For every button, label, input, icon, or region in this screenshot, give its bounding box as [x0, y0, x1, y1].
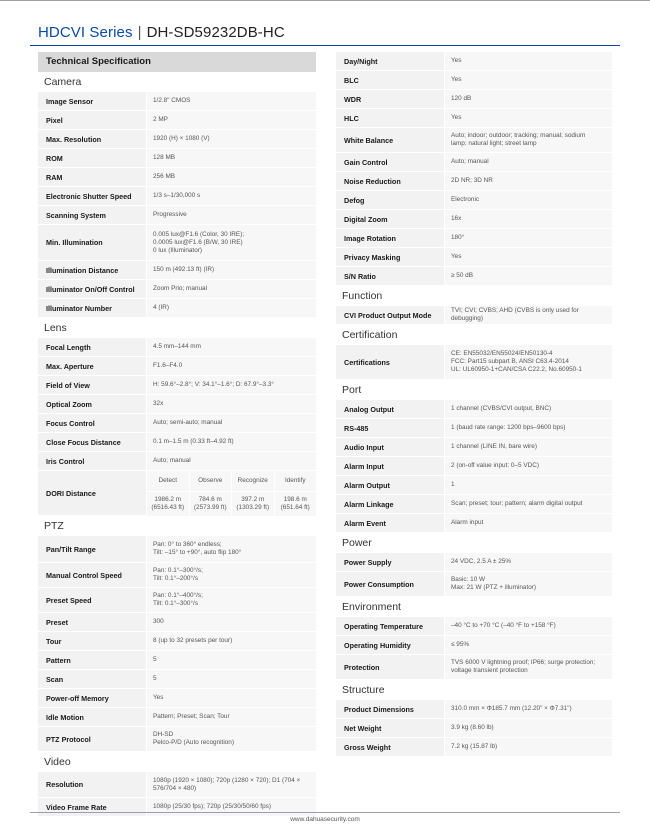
dori-value-observe: 784.6 m (2573.99 ft) — [189, 492, 232, 516]
spec-value: Pan: 0° to 360° endless; Tilt: –15° to +90°, auto flip 180° — [146, 536, 316, 562]
spec-label: RAM — [46, 172, 63, 182]
spec-row-protection — [336, 655, 612, 680]
spec-row-close-focus-distance — [38, 433, 316, 452]
spec-label: Max. Resolution — [46, 134, 102, 144]
spec-row-image-sensor — [38, 92, 316, 111]
spec-row-preset-speed — [38, 588, 316, 613]
spec-value: Alarm input — [444, 514, 612, 532]
spec-value: 2 MP — [146, 111, 316, 129]
spec-row-focal-length — [38, 338, 316, 357]
dori-header-detect: Detect — [147, 471, 189, 492]
spec-label: WDR — [344, 94, 362, 104]
spec-label: Protection — [344, 662, 380, 672]
spec-value: Progressive — [146, 206, 316, 224]
spec-row-max-resolution — [38, 130, 316, 149]
spec-label: Gain Control — [344, 157, 388, 167]
spec-value: Yes — [444, 248, 612, 266]
spec-value: Auto; semi-auto; manual — [146, 414, 316, 432]
spec-value: 2 (on-off value input: 0–5 VDC) — [444, 457, 612, 475]
spec-label: Digital Zoom — [344, 214, 388, 224]
spec-row-rs-485 — [336, 419, 612, 438]
spec-value: 8 (up to 32 presets per tour) — [146, 632, 316, 650]
spec-value: 180° — [444, 229, 612, 247]
spec-value: Zoom Prio; manual — [146, 280, 316, 298]
spec-value: 3.9 kg (8.60 lb) — [444, 719, 612, 737]
spec-label: Preset Speed — [46, 595, 92, 605]
spec-value: H: 59.6°–2.8°; V: 34.1°–1.6°; D: 67.9°–3.3° — [146, 376, 316, 394]
spec-label: BLC — [344, 75, 359, 85]
spec-label: DORI Distance — [46, 488, 96, 498]
spec-value: 0.005 lux@F1.6 (Color, 30 IRE); 0.0005 lux@F1.6 (B/W, 30 IRE) 0 lux (Illuminator) — [146, 225, 316, 260]
spec-row-power-consumption — [336, 572, 612, 597]
spec-row-operating-humidity — [336, 636, 612, 655]
spec-label: Product Dimensions — [344, 704, 414, 714]
spec-value: DH-SD Pelco-P/D (Auto recognition) — [146, 727, 316, 751]
section-title-environment: Environment — [342, 601, 401, 613]
spec-label: Illuminator Number — [46, 303, 112, 313]
spec-label: Image Rotation — [344, 233, 396, 243]
spec-row-digital-zoom — [336, 210, 612, 229]
spec-row-pattern — [38, 651, 316, 670]
spec-value: TVI; CVI; CVBS; AHD (CVBS is only used for debugging) — [444, 306, 612, 324]
spec-label: Alarm Output — [344, 480, 390, 490]
spec-label: Close Focus Distance — [46, 437, 121, 447]
spec-value: –40 °C to +70 °C (–40 °F to +158 °F) — [444, 617, 612, 635]
spec-label: Optical Zoom — [46, 399, 92, 409]
spec-row-pan-tilt-range — [38, 536, 316, 563]
spec-row-illuminator-number — [38, 299, 316, 318]
document-title — [38, 24, 285, 41]
spec-value: 32x — [146, 395, 316, 413]
section-title-power: Power — [342, 537, 372, 549]
section-title-certification: Certification — [342, 329, 398, 341]
spec-value: 1080p (1920 × 1080); 720p (1280 × 720); D1 (704 × 576/704 × 480) — [146, 772, 316, 797]
spec-value: 1 (baud rate range: 1200 bps–9600 bps) — [444, 419, 612, 437]
spec-label: Min. Illumination — [46, 238, 103, 247]
spec-value: ≤ 95% — [444, 636, 612, 654]
spec-value: CE: EN55032/EN55024/EN50130-4 FCC: Part15 subpart B, ANSI C63.4-2014 UL: UL60950-1+CAN/CSA C22.2, No.60950-1 — [444, 345, 612, 379]
spec-label: Illumination Distance — [46, 265, 119, 275]
spec-label: Operating Humidity — [344, 640, 411, 650]
section-title-lens: Lens — [44, 322, 67, 334]
spec-value: Scan; preset; tour; pattern; alarm digital output — [444, 495, 612, 513]
spec-label: Operating Temperature — [344, 621, 423, 631]
spec-label: S/N Ratio — [344, 271, 376, 281]
spec-label: Preset — [46, 617, 68, 627]
spec-value: 1/2.8" CMOS — [146, 92, 316, 110]
spec-value: Yes — [444, 71, 612, 89]
spec-row-dori-distance — [38, 471, 316, 516]
dori-value-detect: 1986.2 m (6516.43 ft) — [147, 492, 189, 516]
spec-label: Idle Motion — [46, 712, 84, 722]
spec-label: Noise Reduction — [344, 176, 401, 186]
spec-row-power-off-memory — [38, 689, 316, 708]
spec-row-optical-zoom — [38, 395, 316, 414]
spec-value: 128 MB — [146, 149, 316, 167]
spec-row-idle-motion — [38, 708, 316, 727]
spec-row-product-dimensions — [336, 700, 612, 719]
spec-row-alarm-event — [336, 514, 612, 533]
dori-table — [146, 471, 316, 515]
spec-value: Pattern; Preset; Scan; Tour — [146, 708, 316, 726]
spec-label: Max. Aperture — [46, 361, 94, 371]
spec-value: 2D NR; 3D NR — [444, 172, 612, 190]
spec-value: Auto; manual — [444, 153, 612, 171]
spec-row-power-supply — [336, 553, 612, 572]
spec-label: Illuminator On/Off Control — [46, 284, 135, 294]
spec-row-image-rotation — [336, 229, 612, 248]
dori-value-recognize: 397.2 m (1303.29 ft) — [231, 492, 274, 516]
section-title-function: Function — [342, 290, 383, 302]
footer-divider — [30, 812, 620, 813]
spec-row-certifications — [336, 345, 612, 380]
spec-value: 1 — [444, 476, 612, 494]
spec-row-alarm-output — [336, 476, 612, 495]
spec-row-electronic-shutter-speed — [38, 187, 316, 206]
spec-column-left — [38, 52, 316, 817]
spec-row-audio-input — [336, 438, 612, 457]
spec-value: 256 MB — [146, 168, 316, 186]
dori-header-identify: Identify — [274, 471, 317, 492]
spec-row-min-illumination — [38, 225, 316, 261]
spec-row-scanning-system — [38, 206, 316, 225]
spec-label: Resolution — [46, 780, 84, 789]
spec-value: Yes — [444, 52, 612, 70]
spec-value: Basic: 10 W Max: 21 W (PTZ + illuminator) — [444, 572, 612, 596]
spec-value: ≥ 50 dB — [444, 267, 612, 285]
spec-label: ROM — [46, 153, 63, 163]
spec-label: Focus Control — [46, 418, 95, 428]
spec-value: TVS 6000 V lightning proof; IP66; surge protection; voltage transient protection — [444, 655, 612, 679]
spec-label: Field of View — [46, 380, 90, 390]
spec-row-gain-control — [336, 153, 612, 172]
spec-value: 4 (IR) — [146, 299, 316, 317]
spec-banner: Technical Specification — [38, 52, 316, 72]
spec-value: 7.2 kg (15.87 lb) — [444, 738, 612, 756]
spec-label: Scanning System — [46, 210, 106, 220]
spec-label: Electronic Shutter Speed — [46, 191, 132, 201]
spec-value: 4.5 mm–144 mm — [146, 338, 316, 356]
spec-value: 1 channel (CVBS/CVI output, BNC) — [444, 400, 612, 418]
spec-value: 310.0 mm × Φ185.7 mm (12.20" × Φ7.31") — [444, 700, 612, 718]
spec-value: Pan: 0.1°–400°/s; Tilt: 0.1°–300°/s — [146, 588, 316, 612]
spec-label: HLC — [344, 113, 359, 123]
spec-value: 16x — [444, 210, 612, 228]
spec-value: Yes — [146, 689, 316, 707]
spec-value: 5 — [146, 670, 316, 688]
spec-row-operating-temperature — [336, 617, 612, 636]
section-title-structure: Structure — [342, 684, 385, 696]
spec-row-wdr — [336, 90, 612, 109]
spec-label: Focal Length — [46, 342, 91, 352]
spec-row-alarm-input — [336, 457, 612, 476]
spec-row-video-frame-rate — [38, 798, 316, 817]
spec-row-illumination-distance — [38, 261, 316, 280]
title-separator: | — [137, 24, 142, 41]
spec-value: F1.6–F4.0 — [146, 357, 316, 375]
spec-row-focus-control — [38, 414, 316, 433]
spec-value: 1 channel (LINE IN, bare wire) — [444, 438, 612, 456]
spec-row-field-of-view — [38, 376, 316, 395]
spec-label: Video Frame Rate — [46, 802, 107, 812]
spec-row-ram — [38, 168, 316, 187]
spec-label: Power-off Memory — [46, 693, 109, 703]
spec-row-pixel — [38, 111, 316, 130]
spec-label: Certifications — [344, 357, 390, 367]
spec-row-illuminator-on-off-control — [38, 280, 316, 299]
spec-value: Auto; manual — [146, 452, 316, 470]
footer-url: www.dahuasecurity.com — [290, 816, 360, 823]
spec-row-s-n-ratio — [336, 267, 612, 286]
spec-label: Day/Night — [344, 56, 378, 66]
spec-row-rom — [38, 149, 316, 168]
spec-label: Net Weight — [344, 723, 382, 733]
spec-value: 5 — [146, 651, 316, 669]
section-title-camera: Camera — [44, 76, 82, 88]
spec-label: Tour — [46, 636, 62, 646]
spec-value: 1080p (25/30 fps); 720p (25/30/50/60 fps) — [146, 798, 316, 816]
spec-row-gross-weight — [336, 738, 612, 757]
spec-label: PTZ Protocol — [46, 734, 91, 744]
spec-row-privacy-masking — [336, 248, 612, 267]
spec-row-blc — [336, 71, 612, 90]
spec-label: Scan — [46, 674, 64, 684]
spec-label: Pixel — [46, 115, 63, 125]
spec-value: 120 dB — [444, 90, 612, 108]
spec-label: CVI Product Output Mode — [344, 310, 432, 320]
spec-row-max-aperture — [38, 357, 316, 376]
section-title-video: Video — [44, 756, 71, 768]
spec-value: 300 — [146, 613, 316, 631]
spec-label: Pattern — [46, 655, 71, 665]
spec-value: 1920 (H) × 1080 (V) — [146, 130, 316, 148]
spec-row-cvi-product-output-mode — [336, 306, 612, 325]
spec-label: Audio Input — [344, 442, 384, 452]
spec-row-defog — [336, 191, 612, 210]
spec-row-alarm-linkage — [336, 495, 612, 514]
spec-label: Gross Weight — [344, 742, 391, 752]
spec-label: White Balance — [344, 135, 394, 145]
spec-label: Alarm Linkage — [344, 499, 394, 509]
spec-label: Image Sensor — [46, 96, 94, 106]
spec-row-noise-reduction — [336, 172, 612, 191]
spec-label: Power Consumption — [344, 579, 414, 589]
spec-row-white-balance — [336, 128, 612, 153]
spec-value: 150 m (492.13 ft) (IR) — [146, 261, 316, 279]
spec-label: Analog Output — [344, 404, 394, 414]
spec-value: Pan: 0.1°–300°/s; Tilt: 0.1°–200°/s — [146, 563, 316, 587]
spec-row-tour — [38, 632, 316, 651]
spec-value: 0.1 m–1.5 m (0.33 ft–4.92 ft) — [146, 433, 316, 451]
spec-row-net-weight — [336, 719, 612, 738]
spec-label: Pan/Tilt Range — [46, 544, 96, 554]
spec-column-right — [336, 52, 612, 757]
spec-value: 24 VDC, 2.5 A ± 25% — [444, 553, 612, 571]
spec-row-manual-control-speed — [38, 563, 316, 588]
spec-value: Electronic — [444, 191, 612, 209]
spec-row-ptz-protocol — [38, 727, 316, 752]
spec-label: RS-485 — [344, 423, 369, 433]
dori-header-recognize: Recognize — [231, 471, 274, 492]
spec-row-analog-output — [336, 400, 612, 419]
spec-value: Auto; indoor; outdoor; tracking; manual; sodium lamp; natural light; street lamp — [444, 128, 612, 152]
spec-row-day-night — [336, 52, 612, 71]
model-number: DH-SD59232DB-HC — [146, 24, 285, 41]
spec-row-scan — [38, 670, 316, 689]
dori-header-observe: Observe — [189, 471, 232, 492]
title-divider — [30, 45, 620, 46]
section-title-port: Port — [342, 384, 362, 396]
spec-label: Alarm Input — [344, 461, 384, 471]
spec-label: Privacy Masking — [344, 252, 401, 262]
spec-row-resolution — [38, 772, 316, 798]
spec-row-iris-control — [38, 452, 316, 471]
spec-row-preset — [38, 613, 316, 632]
spec-label: Iris Control — [46, 456, 85, 466]
spec-row-hlc — [336, 109, 612, 128]
spec-label: Power Supply — [344, 557, 392, 567]
section-title-ptz: PTZ — [44, 520, 64, 532]
series-name: HDCVI Series — [38, 24, 133, 41]
spec-value: 1/3 s–1/30,000 s — [146, 187, 316, 205]
spec-value: Yes — [444, 109, 612, 127]
spec-label: Defog — [344, 195, 365, 205]
spec-label: Manual Control Speed — [46, 570, 122, 580]
dori-value-identify: 198.6 m (651.64 ft) — [274, 492, 317, 516]
spec-label: Alarm Event — [344, 518, 386, 528]
top-border — [0, 0, 650, 1]
